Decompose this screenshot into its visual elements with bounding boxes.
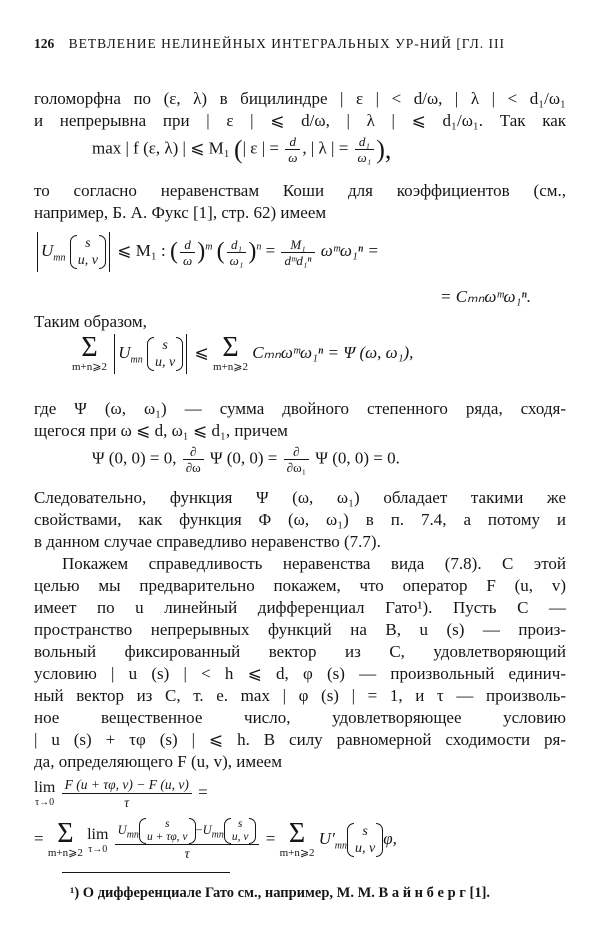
formula-max-bound: max | f (ε, λ) | ⩽ M₁ (| ε | = $\frac{d}{\omega}$ , | λ | = $\frac{\text{d₁}}{\text{ω₁}}$ ), <box>92 134 392 165</box>
text-line: пространство непрерывных функций на B, u (s) — произ- <box>34 620 566 639</box>
text-line: Следовательно, функция Ψ (ω, ω₁) обладает такими же <box>34 488 566 507</box>
text-line: свойствами, как функция Φ (ω, ω₁) в п. 7.4, а потому и <box>34 510 566 529</box>
footnote-rule <box>62 872 230 873</box>
formula-gateaux-expansion: = Σ m+n⩾2 lim τ→0 $U_{mn}$ s u + τφ, v $-U_{mn}$ s u, v τ = Σ m+n⩾2 $U'_{mn}$ s u, v φ, <box>34 818 397 861</box>
text-line: целью мы предварительно покажем, что оператор F (u, v) <box>34 576 566 595</box>
formula-sum-bound: Σ m+n⩾2 $U_{mn}$ s u, v ⩽ Σ m+n⩾2 Cₘₙωᵐω₁ⁿ = Ψ (ω, ω₁), <box>72 332 414 373</box>
formula-gateaux-limit: lim τ→0 $\frac{F (u + \tau\varphi, v) - F (u, v)}{\tau}$ = <box>34 777 208 810</box>
text-line: где Ψ (ω, ω₁) — сумма двойного степенного ряда, сходя- <box>34 399 566 418</box>
page-number: 126 <box>34 36 55 51</box>
text-line: ный вектор из C, т. е. max | φ (s) | = 1, и τ — произволь- <box>34 686 566 705</box>
text-line: имеет по u линейный дифференциал Гато¹). Пусть C — <box>34 598 566 617</box>
text-line: | u (s) + τφ (s) | ⩽ h. В силу равномерной сходимости ря- <box>34 730 566 749</box>
text-line: в данном случае справедливо неравенство (7.7). <box>34 532 381 551</box>
text-line: ное вещественное число, удовлетворяющее условию <box>34 708 566 727</box>
formula-psi-conditions: Ψ (0, 0) = 0, $\frac{\partial}{\partial\omega}$ Ψ (0, 0) = $\frac{\partial}{\text{∂ω₁}}$ Ψ (0, 0) = 0. <box>92 444 400 475</box>
formula-cauchy-estimate-cont: = Cₘₙωᵐω₁ⁿ. <box>440 287 532 306</box>
running-header <box>34 36 566 52</box>
text-line: например, Б. А. Фукс [1], стр. 62) имеем <box>34 203 327 222</box>
running-title: ВЕТВЛЕНИЕ НЕЛИНЕЙНЫХ ИНТЕГРАЛЬНЫХ УР-НИЙ [ГЛ. III <box>68 36 505 51</box>
text-line: да, определяющего F (u, v), имеем <box>34 752 282 771</box>
text-line: и непрерывна при | ε | ⩽ d/ω, | λ | ⩽ d₁/ω₁. Так как <box>34 111 566 130</box>
text-line: щегося при ω ⩽ d, ω₁ ⩽ d₁, причем <box>34 421 288 440</box>
formula-cauchy-estimate: $U_{mn}$ s u, v ⩽ M₁ : ( $\frac{d}{\omega}$ )$^m$ ( $\frac{\text{d₁}}{\text{ω₁}}$ )$^n$ = $\frac{\text{M₁}}{\text{dᵐd₁ⁿ}}$ ωᵐω₁ⁿ = <box>34 232 379 272</box>
text-line: Покажем справедливость неравенства вида (7.8). С этой <box>62 554 566 573</box>
text-line: Таким образом, <box>34 312 147 331</box>
text-line: то согласно неравенствам Коши для коэффициентов (см., <box>34 181 566 200</box>
text-line: вольный фиксированный вектор из C, удовлетворяющий <box>34 642 566 661</box>
footnote: ¹) О дифференциале Гато см., например, М. М. В а й н б е р г [1]. <box>70 885 491 901</box>
text-line: условию | u (s) | < h ⩽ d, φ (s) — произвольный единич- <box>34 664 566 683</box>
text-line: голоморфна по (ε, λ) в бицилиндре | ε | < d/ω, | λ | < d₁/ω₁ <box>34 89 566 108</box>
